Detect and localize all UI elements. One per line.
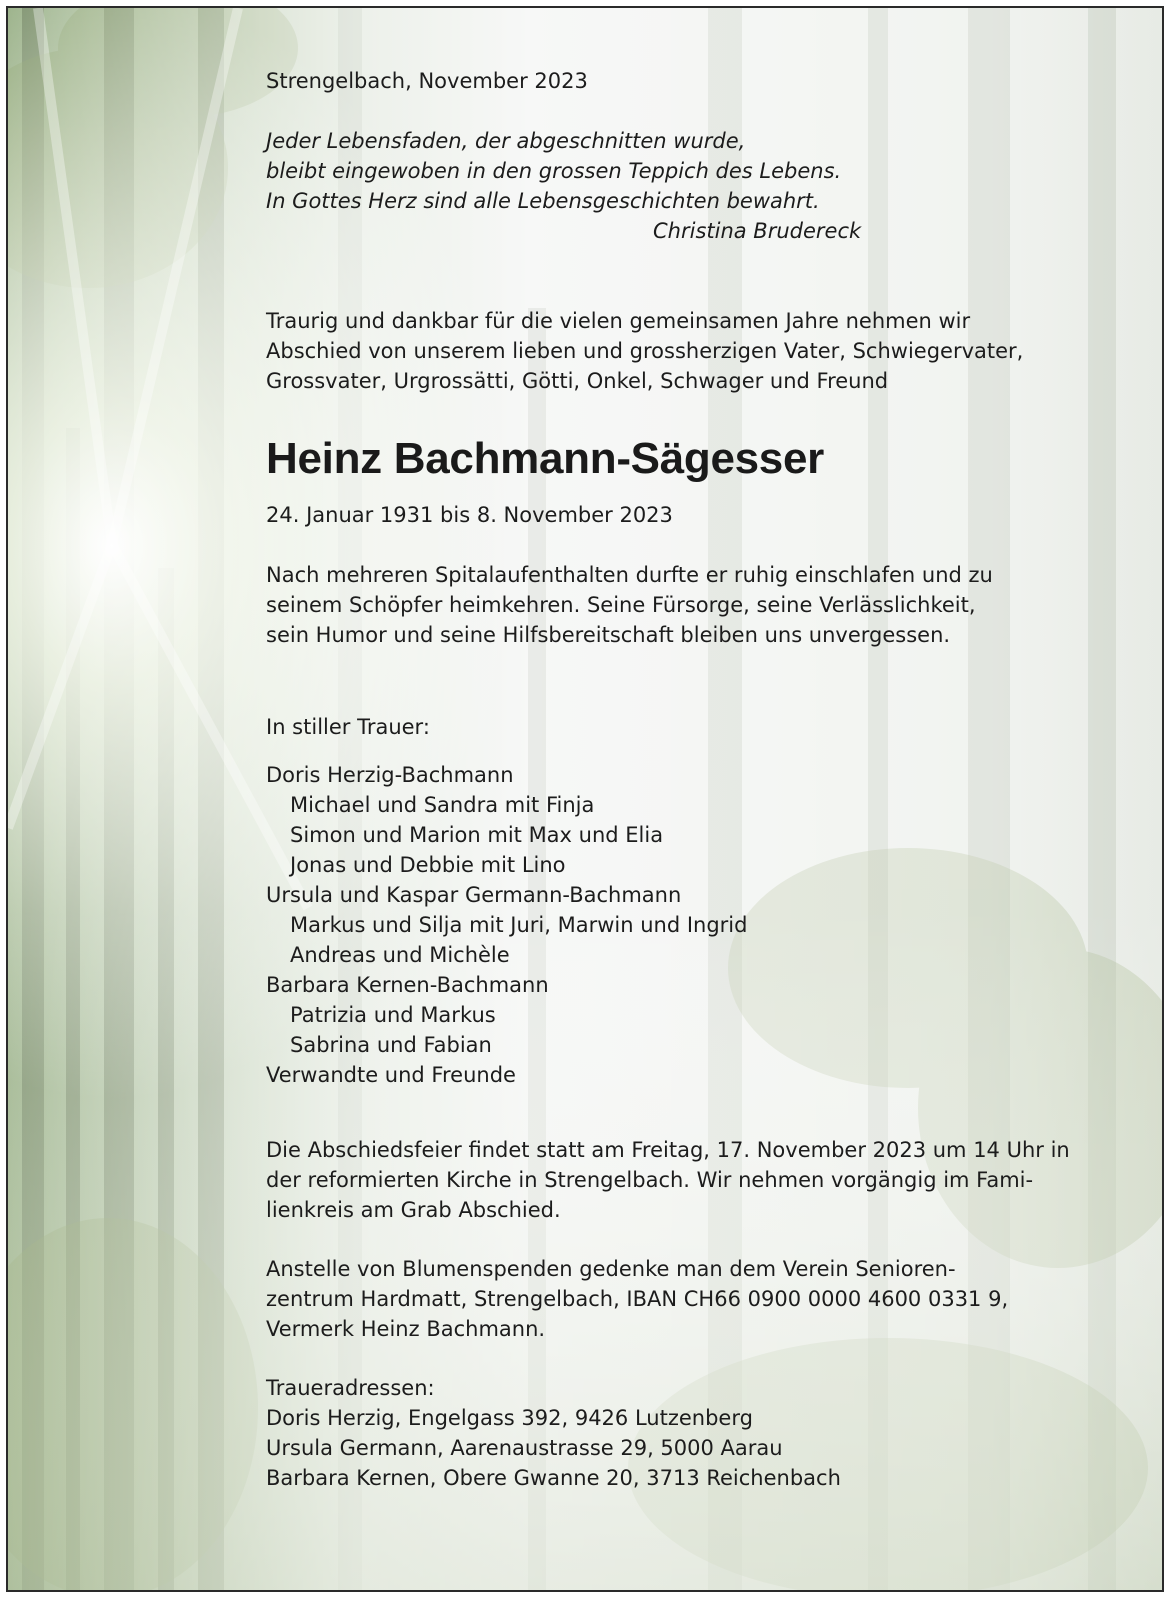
tribute-line: seinem Schöpfer heimkehren. Seine Fürsorge, seine Verlässlichkeit, xyxy=(266,593,976,617)
list-item: Verwandte und Freunde xyxy=(266,1063,516,1087)
address-line: Barbara Kernen, Obere Gwanne 20, 3713 Reichenbach xyxy=(266,1466,841,1490)
tribute-paragraph xyxy=(266,560,993,650)
donation-line: zentrum Hardmatt, Strengelbach, IBAN CH66 0900 0000 4600 0331 9, xyxy=(266,1287,1009,1311)
quote-author: Christina Brudereck xyxy=(653,219,862,243)
list-item: Andreas und Michèle xyxy=(290,943,510,967)
ceremony-line: lienkreis am Grab Abschied. xyxy=(266,1198,561,1222)
donation-line: Anstelle von Blumenspenden gedenke man dem Verein Senioren- xyxy=(266,1257,956,1281)
quote xyxy=(266,126,861,246)
life-dates: 24. Januar 1931 bis 8. November 2023 xyxy=(266,503,673,527)
list-item: Sabrina und Fabian xyxy=(290,1033,492,1057)
place-and-date: Strengelbach, November 2023 xyxy=(266,69,588,93)
obituary-notice xyxy=(6,6,1164,1592)
list-item: Simon und Marion mit Max und Elia xyxy=(290,823,664,847)
list-item: Patrizia und Markus xyxy=(290,1003,496,1027)
intro-line: Traurig und dankbar für die vielen gemeinsamen Jahre nehmen wir xyxy=(266,309,971,333)
ceremony-paragraph xyxy=(266,1135,1070,1225)
quote-line: In Gottes Herz sind alle Lebensgeschichten bewahrt. xyxy=(266,189,820,213)
ceremony-line: Die Abschiedsfeier findet statt am Freitag, 17. November 2023 um 14 Uhr in xyxy=(266,1138,1070,1162)
list-item: Michael und Sandra mit Finja xyxy=(290,793,595,817)
intro-paragraph xyxy=(266,306,1023,396)
deceased-name: Heinz Bachmann-Sägesser xyxy=(266,434,824,483)
donation-paragraph xyxy=(266,1254,1008,1344)
mourners-list xyxy=(266,760,747,1090)
list-item: Ursula und Kaspar Germann-Bachmann xyxy=(266,883,682,907)
addresses-heading: Traueradressen: xyxy=(266,1376,435,1400)
intro-line: Abschied von unserem lieben und grossherzigen Vater, Schwiegervater, xyxy=(266,339,1024,363)
quote-line: bleibt eingewoben in den grossen Teppich des Lebens. xyxy=(266,159,842,183)
tribute-line: sein Humor und seine Hilfsbereitschaft bleiben uns unvergessen. xyxy=(266,623,951,647)
ceremony-line: der reformierten Kirche in Strengelbach. Wir nehmen vorgängig im Fami- xyxy=(266,1168,1034,1192)
donation-line: Vermerk Heinz Bachmann. xyxy=(266,1317,546,1341)
address-line: Ursula Germann, Aarenaustrasse 29, 5000 Aarau xyxy=(266,1436,783,1460)
mourners-heading: In stiller Trauer: xyxy=(266,715,430,739)
list-item: Barbara Kernen-Bachmann xyxy=(266,973,549,997)
quote-line: Jeder Lebensfaden, der abgeschnitten wurde, xyxy=(266,129,746,153)
list-item: Jonas und Debbie mit Lino xyxy=(290,853,566,877)
address-line: Doris Herzig, Engelgass 392, 9426 Lutzenberg xyxy=(266,1406,753,1430)
list-item: Markus und Silja mit Juri, Marwin und Ingrid xyxy=(290,913,748,937)
list-item: Doris Herzig-Bachmann xyxy=(266,763,514,787)
tribute-line: Nach mehreren Spitalaufenthalten durfte er ruhig einschlafen und zu xyxy=(266,563,993,587)
addresses-section xyxy=(266,1373,841,1493)
intro-line: Grossvater, Urgrossätti, Götti, Onkel, Schwager und Freund xyxy=(266,369,889,393)
